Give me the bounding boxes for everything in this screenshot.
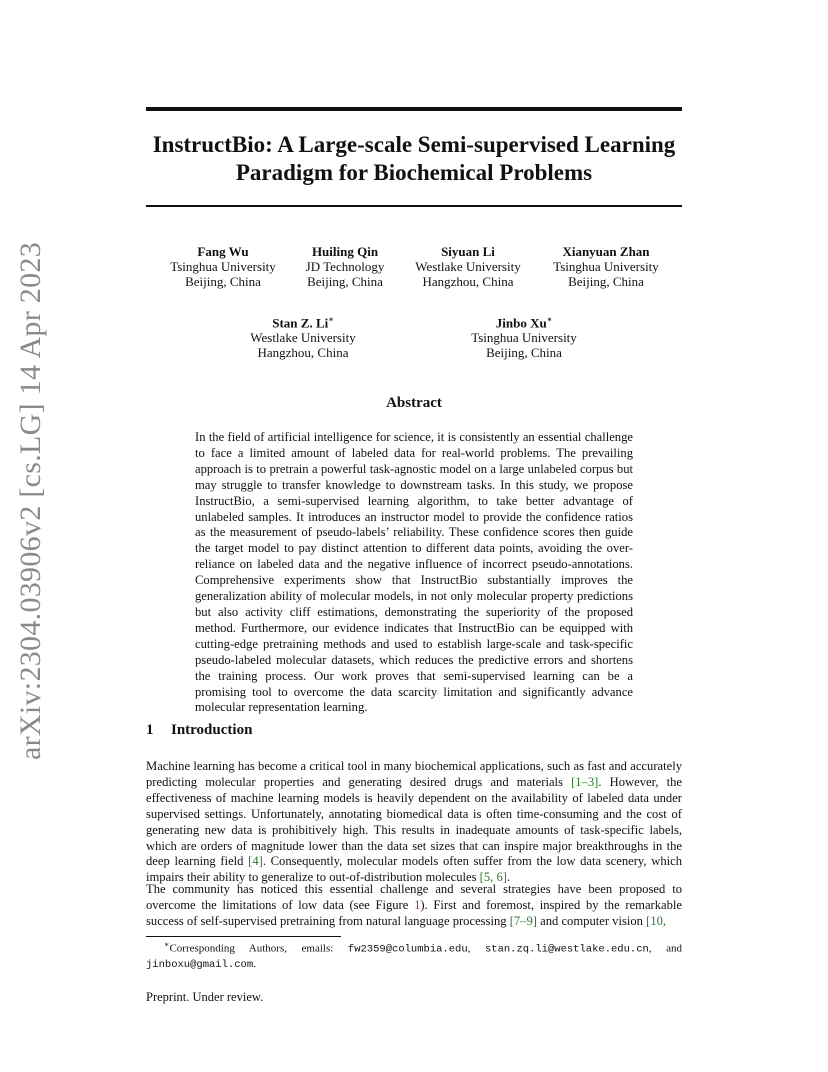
author-name: Siyuan Li <box>441 244 495 259</box>
author-location: Beijing, China <box>568 274 644 289</box>
citation-link[interactable]: [7–9] <box>509 913 537 928</box>
preprint-note: Preprint. Under review. <box>146 990 264 1004</box>
footnote-rule <box>146 936 341 937</box>
text-run: Corresponding Authors, emails: <box>169 942 348 955</box>
text-run: . <box>506 870 511 885</box>
author-block <box>531 244 681 289</box>
arxiv-stamp: arXiv:2304.03906v2 [cs.LG] 14 Apr 2023 <box>14 241 47 760</box>
corresponding-mark: ∗ <box>328 315 334 324</box>
author-affiliation: Westlake University <box>415 259 521 274</box>
author-name: Jinbo Xu∗ <box>495 315 553 331</box>
text-run: , <box>467 942 485 955</box>
author-location: Hangzhou, China <box>257 345 349 361</box>
author-affiliation: JD Technology <box>305 259 385 274</box>
citation-link[interactable]: [10, <box>646 913 667 928</box>
email-link[interactable]: stan.zq.li@westlake.edu.cn <box>484 943 649 956</box>
author-location: Beijing, China <box>185 274 261 289</box>
author-name: Stan Z. Li∗ <box>272 315 334 331</box>
author-location: Beijing, China <box>307 274 383 289</box>
citation-link[interactable]: [5, 6] <box>479 870 507 885</box>
title-line-1: InstructBio: A Large-scale Semi-supervised Learning <box>152 132 676 157</box>
text-run: . Consequently, molecular models often suffer from the low data scenery, which impairs their ability to generalize to out-of-distribution molecules <box>146 854 683 885</box>
author-block <box>393 244 543 289</box>
citation-link[interactable]: [1–3] <box>571 774 599 789</box>
footnote-mark: ∗ <box>164 940 170 949</box>
text-run: . However, the effectiveness of machine learning models is heavily dependent on the availability of labeled data under supervised settings. Unfortunately, annotating biomedical data is often time-consuming and the cost of generating new data is prohibitively high. This results in inadequate amounts of task-specific labels, which are orders of magnitude lower than the data set sizes that can inspire major breakthroughs in the deep learning field <box>146 774 682 869</box>
title-rule-bottom <box>146 205 682 207</box>
text-run: Machine learning has become a critical tool in many biochemical applications, such as fast and accurately predicting molecular properties and generating desired drugs and materials <box>146 759 682 789</box>
author-name: Xianyuan Zhan <box>562 244 650 259</box>
corresponding-mark: ∗ <box>546 315 553 324</box>
text-run: . <box>253 957 256 970</box>
paper-title <box>146 131 682 187</box>
author-block <box>228 312 378 360</box>
citation-link[interactable]: [4] <box>248 854 263 869</box>
author-location: Hangzhou, China <box>422 274 514 289</box>
text-run: and computer vision <box>536 913 647 928</box>
title-rule-top <box>146 107 682 111</box>
figure-link[interactable]: 1 <box>414 897 421 912</box>
intro-paragraph-1 <box>146 759 682 886</box>
text-run: The community has noticed this essential challenge and several strategies have been proposed to overcome the limitations of low data (see Figure <box>146 882 682 912</box>
author-block <box>449 312 599 360</box>
author-affiliation: Westlake University <box>250 330 356 346</box>
author-affiliation: Tsinghua University <box>170 259 276 274</box>
author-name: Fang Wu <box>197 244 249 259</box>
intro-paragraph-2 <box>146 882 682 930</box>
email-link[interactable]: fw2359@columbia.edu <box>347 943 468 956</box>
author-name: Huiling Qin <box>311 244 379 259</box>
author-affiliation: Tsinghua University <box>471 330 577 346</box>
abstract-text: In the field of artificial intelligence for science, it is consistently an essential challenge to face a limited amount of labeled data for real-world problems. The prevailing approach is to pretrain a powerful task-agnostic model on a large unlabeled corpus but may struggle to transfer knowledge to downstream tasks. In this study, we propose InstructBio, a semi-supervised learning algorithm, to take better advantage of unlabeled samples. It introduces an instructor model to provide the confidence ratios as the measurement of pseudo-labels’ reliability. These confidence scores then guide the target model to pay distinct attention to different data points, avoiding the over-reliance on labeled data and the negative influence of incorrect pseudo-annotations. Comprehensive experiments show that InstructBio substantially improves the generalization ability of molecular models, in not only molecular property predictions but also activity cliff estimations, demonstrating the superiority of the proposed method. Furthermore, our evidence indicates that InstructBio can be equipped with cutting-edge pretraining methods and used to establish large-scale and task-specific pseudo-labeled molecular datasets, which reduces the predictive errors and shortens the training process. Our work proves that semi-supervised learning can be a promising tool to overcome the data scarcity limitation and significantly advance molecular representation learning. <box>195 430 633 715</box>
abstract-heading: Abstract <box>386 395 442 411</box>
section-number: 1 <box>146 722 154 738</box>
text-run: ). First and foremost, inspired by the remarkable success of self-supervised pretraining from natural language processing <box>146 897 683 928</box>
email-link[interactable]: jinboxu@gmail.com <box>146 958 254 971</box>
title-line-2: Paradigm for Biochemical Problems <box>235 160 593 185</box>
footnote <box>146 938 682 972</box>
section-title: Introduction <box>171 722 253 738</box>
author-affiliation: Tsinghua University <box>553 259 659 274</box>
section-heading <box>146 722 252 739</box>
text-run: , and <box>648 942 683 955</box>
author-location: Beijing, China <box>486 345 562 361</box>
